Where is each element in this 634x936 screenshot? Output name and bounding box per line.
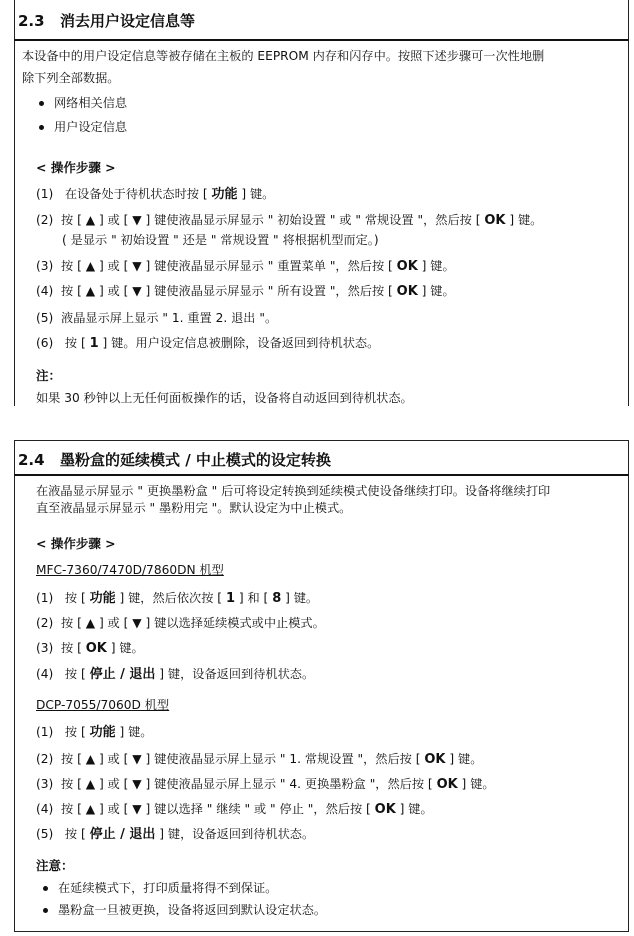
bullet-item: 用户设定信息 [54,117,127,137]
section-number: 2.4 [18,451,45,469]
caution-heading: 注意： [36,858,74,873]
step-item [36,638,144,659]
key-label: 功能 [89,725,116,740]
step-text: 按 [ ▲ ] 或 [ ▼ ] 键使液晶显示屏上显示 " 1. 常规设置 "，然后按 [ [61,752,425,766]
key-label: 停止 / 退出 [89,667,156,682]
intro-line: 在液晶显示屏显示 " 更换墨粉盒 " 后可将设定转换到延续模式使设备继续打印。设备将继续打印 [36,484,551,498]
step-item [36,722,153,743]
step-item [36,824,314,845]
step-text: 按 [ ▲ ] 或 [ ▼ ] 键使液晶显示屏显示 " 重置菜单 "，然后按 [ [61,259,397,273]
key-label: 功能 [89,591,116,606]
title-rule [14,474,629,476]
step-text: 按 [ [64,725,90,739]
step-item [36,281,455,302]
key-label: OK [374,802,396,817]
steps-heading: < 操作步骤 > [36,160,116,175]
step-number: (3) [36,259,54,273]
step-continuation: ( 是显示 " 初始设置 " 还是 " 常规设置 " 将根据机型而定。) [62,233,379,247]
step-item [36,749,482,770]
step-text: ] 键。用户设定信息被删除，设备返回到待机状态。 [98,336,380,350]
step-number: (3) [36,777,54,791]
step-item [36,799,433,820]
steps-heading: < 操作步骤 > [36,536,116,551]
step-number: (5) [36,827,54,841]
key-label: OK [396,259,418,274]
key-label: 8 [272,591,282,606]
step-number: (2) [36,616,54,630]
key-label: OK [484,213,506,228]
step-text: 液晶显示屏上显示 " 1. 重置 2. 退出 "。 [61,311,278,325]
step-text: ] 键。 [417,284,455,298]
step-item [36,256,455,277]
note-heading: 注： [36,368,62,383]
step-text: 在设备处于待机状态时按 [ [64,187,212,201]
caution-item: 在延续模式下，打印质量将得不到保证。 [58,878,277,898]
step-number: (1) [36,725,54,739]
step-number: (1) [36,187,54,201]
step-text: ] 键，设备返回到待机状态。 [155,827,315,841]
step-text: 按 [ ▲ ] 或 [ ▼ ] 键以选择 " 继续 " 或 " 停止 "，然后按 [ [61,802,375,816]
step-text: ] 键，然后依次按 [ [115,591,226,605]
step-text: ] 键。 [237,187,275,201]
section-title-text: 墨粉盒的延续模式 / 中止模式的设定转换 [60,451,331,469]
step-text: ] 和 [ [234,591,273,605]
step-text: ] 键。 [457,777,495,791]
step-text: ] 键。 [505,213,543,227]
step-item [36,588,318,609]
step-number: (6) [36,336,54,350]
bullet-item: 网络相关信息 [54,93,127,113]
step-item [36,613,325,633]
step-text: ] 键。 [395,802,433,816]
key-label: 1 [225,591,235,606]
section-title-text: 消去用户设定信息等 [60,12,196,30]
section-2-4-title [18,449,331,470]
model-heading: MFC-7360/7470D/7860DN 机型 [36,563,224,577]
step-text: ] 键。 [106,641,144,655]
step-text: 按 [ ▲ ] 或 [ ▼ ] 键以选择延续模式或中止模式。 [61,616,325,630]
step-text: ] 键，设备返回到待机状态。 [155,667,315,681]
step-item [36,774,495,795]
step-text: ] 键。 [281,591,319,605]
step-number: (3) [36,641,54,655]
step-item [36,664,314,685]
intro-line: 本设备中的用户设定信息等被存储在主板的 EEPROM 内存和闪存中。按照下述步骤可一次性地删 [22,49,545,63]
intro-line: 除下列全部数据。 [22,71,120,85]
step-text: 按 [ [64,827,90,841]
step-number: (5) [36,311,54,325]
step-text: 按 [ [61,641,86,655]
key-label: 1 [89,336,99,351]
step-number: (2) [36,752,54,766]
key-label: 停止 / 退出 [89,827,156,842]
step-item [36,333,379,354]
section-number: 2.3 [18,12,45,30]
caution-item: 墨粉盒一旦被更换，设备将返回到默认设定状态。 [58,900,326,920]
step-text: 按 [ [64,591,90,605]
key-label: OK [85,641,107,656]
key-label: OK [424,752,446,767]
step-text: ] 键。 [445,752,483,766]
step-text: ] 键。 [115,725,153,739]
step-number: (1) [36,591,54,605]
step-text: 按 [ [64,667,90,681]
step-number: (4) [36,284,54,298]
step-item [36,308,277,328]
step-text: 按 [ ▲ ] 或 [ ▼ ] 键使液晶显示屏显示 " 所有设置 "，然后按 [ [61,284,397,298]
step-number: (4) [36,802,54,816]
key-label: OK [396,284,418,299]
key-label: OK [436,777,458,792]
note-text: 如果 30 秒钟以上无任何面板操作的话，设备将自动返回到待机状态。 [36,391,413,405]
model-heading: DCP-7055/7060D 机型 [36,698,170,712]
step-item [36,184,274,205]
step-text: 按 [ ▲ ] 或 [ ▼ ] 键使液晶显示屏上显示 " 4. 更换墨粉盒 "，然后按 [ [61,777,437,791]
title-rule [14,39,629,41]
intro-line: 直至液晶显示屏显示 " 墨粉用完 "。默认设定为中止模式。 [36,501,352,515]
step-item [36,210,542,231]
step-number: (4) [36,667,54,681]
step-number: (2) [36,213,54,227]
step-text: 按 [ [64,336,90,350]
key-label: 功能 [211,187,238,202]
section-2-3-title [18,10,195,31]
step-text: ] 键。 [417,259,455,273]
step-text: 按 [ ▲ ] 或 [ ▼ ] 键使液晶显示屏显示 " 初始设置 " 或 " 常规设置 "，然后按 [ [61,213,485,227]
